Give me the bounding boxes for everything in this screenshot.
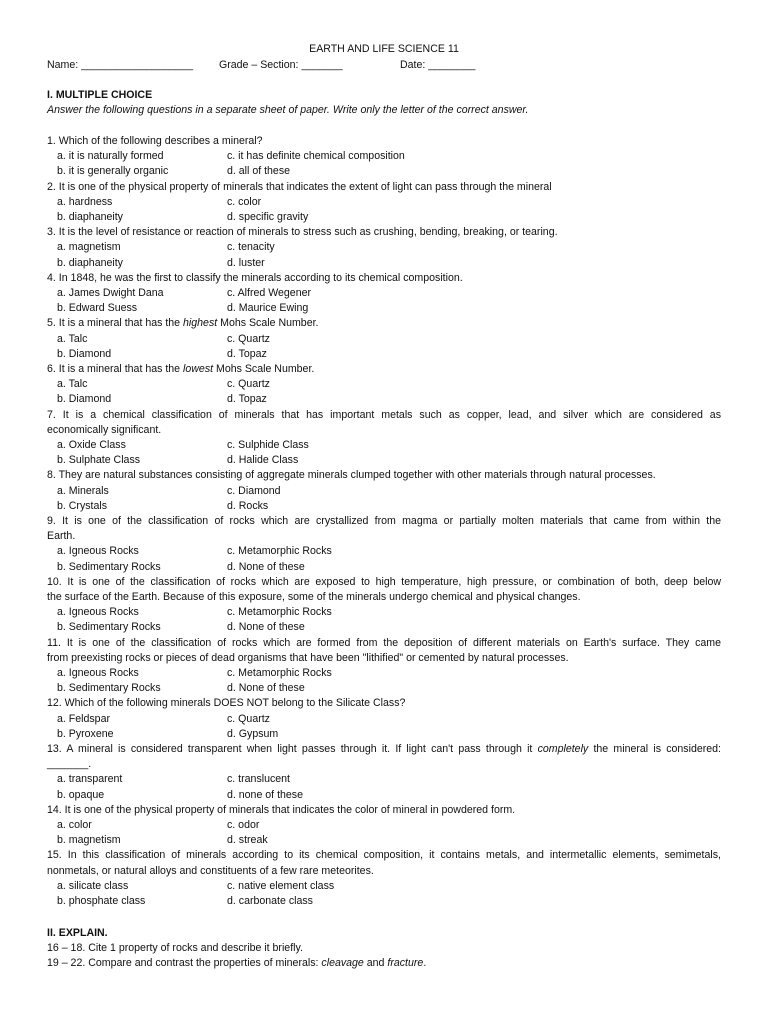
choice-a: a. Feldspar [57, 712, 110, 725]
choice-b: b. Sedimentary Rocks [57, 560, 161, 573]
choice-c: c. native element class [227, 879, 335, 892]
choice-b: b. it is generally organic [57, 165, 169, 178]
choice-d: d. Topaz [227, 347, 267, 360]
choice-d: d. None of these [227, 682, 305, 695]
choice-b: b. Crystals [57, 499, 108, 512]
choice-b: b. Pyroxene [57, 727, 114, 740]
choice-d: d. Maurice Ewing [227, 302, 309, 315]
choice-a: a. it is naturally formed [57, 150, 164, 163]
choice-d: d. Rocks [227, 499, 269, 512]
choice-c: c. translucent [227, 773, 291, 786]
question-text [47, 362, 721, 377]
choice-a: a. Talc [57, 332, 88, 345]
section-heading-multiple-choice: I. MULTIPLE CHOICE [47, 89, 153, 101]
choice-a: a. Minerals [57, 484, 109, 497]
choice-d: d. streak [227, 834, 268, 847]
question-text-part: the mineral is considered: [588, 743, 721, 755]
choice-c: c. odor [227, 819, 260, 831]
choice-a: a. Talc [57, 378, 88, 391]
choice-d: d. luster [227, 256, 265, 269]
choice-c: c. color [227, 195, 262, 208]
choice-b: b. Edward Suess [57, 302, 138, 315]
choice-c: c. tenacity [227, 241, 275, 254]
choice-b: b. Diamond [57, 347, 112, 360]
choice-c: c. Quartz [227, 712, 270, 725]
choice-b: b. diaphaneity [57, 211, 123, 223]
question-text: 4. In 1848, he was the first to classify the minerals according to its chemical composition. [47, 271, 463, 284]
question-text: 9. It is one of the classification of rocks which are crystallized from magma or partially molten materials that came from within the [47, 515, 721, 527]
emphasis-text: highest [183, 317, 218, 330]
choice-b: b. Sedimentary Rocks [57, 621, 161, 634]
question-text: 10. It is one of the classification of rocks which are exposed to high temperature, high pressure, or combination of both, deep below [47, 575, 721, 588]
choice-c: c. Diamond [227, 484, 281, 497]
term-cleavage: cleavage [321, 957, 364, 969]
question-text: 1. Which of the following describes a mineral? [47, 135, 263, 147]
answer-blank: _______. [47, 758, 92, 771]
choice-d: d. None of these [227, 560, 305, 573]
explain-item-2 [47, 956, 721, 971]
choice-d: d. Gypsum [227, 727, 279, 740]
page-title: EARTH AND LIFE SCIENCE 11 [309, 43, 459, 55]
question-text: 11. It is one of the classification of rocks which are formed from the deposition of different materials on Earth's surface. They came [47, 636, 721, 649]
choice-d: d. specific gravity [227, 211, 309, 223]
choice-a: a. Igneous Rocks [57, 606, 139, 619]
choice-d: d. none of these [227, 788, 303, 801]
question-text: 2. It is one of the physical property of minerals that indicates the extent of light can pass through the mineral [47, 180, 552, 193]
choice-d: d. all of these [227, 165, 291, 178]
choice-b: b. Diamond [57, 393, 112, 406]
question-text: 12. Which of the following minerals DOES NOT belong to the Silicate Class? [47, 697, 406, 710]
choice-b: b. Sedimentary Rocks [57, 682, 161, 695]
explain-item-2-end: . [423, 957, 427, 969]
choice-a: a. magnetism [57, 241, 121, 254]
choice-c: c. Alfred Wegener [227, 287, 312, 299]
choice-a: a. color [57, 819, 92, 831]
choice-d: d. Topaz [227, 393, 267, 406]
choice-d: d. Halide Class [227, 454, 299, 467]
choice-b: b. magnetism [57, 834, 121, 847]
question-text: nonmetals, or natural alloys and constituents of a few rare meteorites. [47, 864, 374, 877]
choice-c: c. Metamorphic Rocks [227, 667, 332, 679]
choice-b: b. Sulphate Class [57, 454, 141, 467]
question-text-part: Mohs Scale Number. [213, 363, 315, 375]
date-field: Date: ________ [400, 59, 476, 71]
term-fracture: fracture [387, 957, 424, 969]
emphasis-text: completely [537, 743, 589, 755]
question-text-part: 6. It is a mineral that has the [47, 363, 184, 375]
name-field: Name: ___________________ [47, 59, 194, 71]
question-text: the surface of the Earth. Because of this exposure, some of the minerals undergo chemical and physical changes. [47, 591, 581, 603]
section-heading-explain: II. EXPLAIN. [47, 927, 108, 939]
question-text: 14. It is one of the physical property of minerals that indicates the color of mineral in powdered form. [47, 803, 516, 816]
choice-d: d. None of these [227, 621, 305, 634]
question-text: 15. In this classification of minerals according to its chemical composition, it contains metals, and intermetallic elements, semimetals, [47, 849, 721, 862]
choice-a: a. silicate class [57, 879, 129, 892]
emphasis-text: lowest [183, 363, 214, 375]
question-text: 3. It is the level of resistance or reaction of minerals to stress such as crushing, bending, breaking, or tearing. [47, 226, 558, 239]
choice-a: a. transparent [57, 773, 123, 786]
question-text: 7. It is a chemical classification of minerals that has important metals such as copper, lead, and silver which are considered as [47, 408, 721, 421]
choice-c: c. Quartz [227, 378, 270, 391]
grade-section-field: Grade – Section: _______ [219, 59, 343, 71]
explain-item-2-conjunction: and [363, 957, 388, 969]
explain-item-1: 16 – 18. Cite 1 property of rocks and describe it briefly. [47, 942, 303, 954]
explain-item-2-text: 19 – 22. Compare and contrast the properties of minerals: [47, 957, 322, 969]
choice-a: a. hardness [57, 195, 113, 208]
choice-c: c. Metamorphic Rocks [227, 545, 332, 558]
choice-d: d. carbonate class [227, 895, 313, 907]
question-text-part: 13. A mineral is considered transparent when light passes through it. If light can't pass through it [47, 743, 538, 755]
choice-c: c. Sulphide Class [227, 439, 309, 451]
choice-a: a. Oxide Class [57, 439, 126, 451]
question-text-part: 5. It is a mineral that has the [47, 317, 184, 330]
choice-b: b. diaphaneity [57, 256, 123, 269]
choice-c: c. it has definite chemical composition [227, 150, 405, 163]
choice-a: a. James Dwight Dana [57, 287, 164, 299]
choice-b: b. opaque [57, 788, 105, 801]
instructions: Answer the following questions in a separate sheet of paper. Write only the letter of the correct answer. [47, 104, 529, 116]
choice-c: c. Quartz [227, 332, 270, 345]
choice-a: a. Igneous Rocks [57, 545, 139, 558]
question-text: economically significant. [47, 423, 162, 436]
question-text: Earth. [47, 530, 76, 543]
question-text [47, 742, 721, 757]
choice-a: a. Igneous Rocks [57, 667, 139, 679]
question-text [47, 316, 721, 331]
choice-c: c. Metamorphic Rocks [227, 606, 332, 619]
question-text: 8. They are natural substances consisting of aggregate minerals clumped together with other materials through natural processes. [47, 469, 656, 482]
question-text-part: Mohs Scale Number. [217, 317, 319, 330]
choice-b: b. phosphate class [57, 895, 146, 907]
question-text: from preexisting rocks or pieces of dead organisms that have been "lithified" or cemented by natural processes. [47, 651, 569, 664]
